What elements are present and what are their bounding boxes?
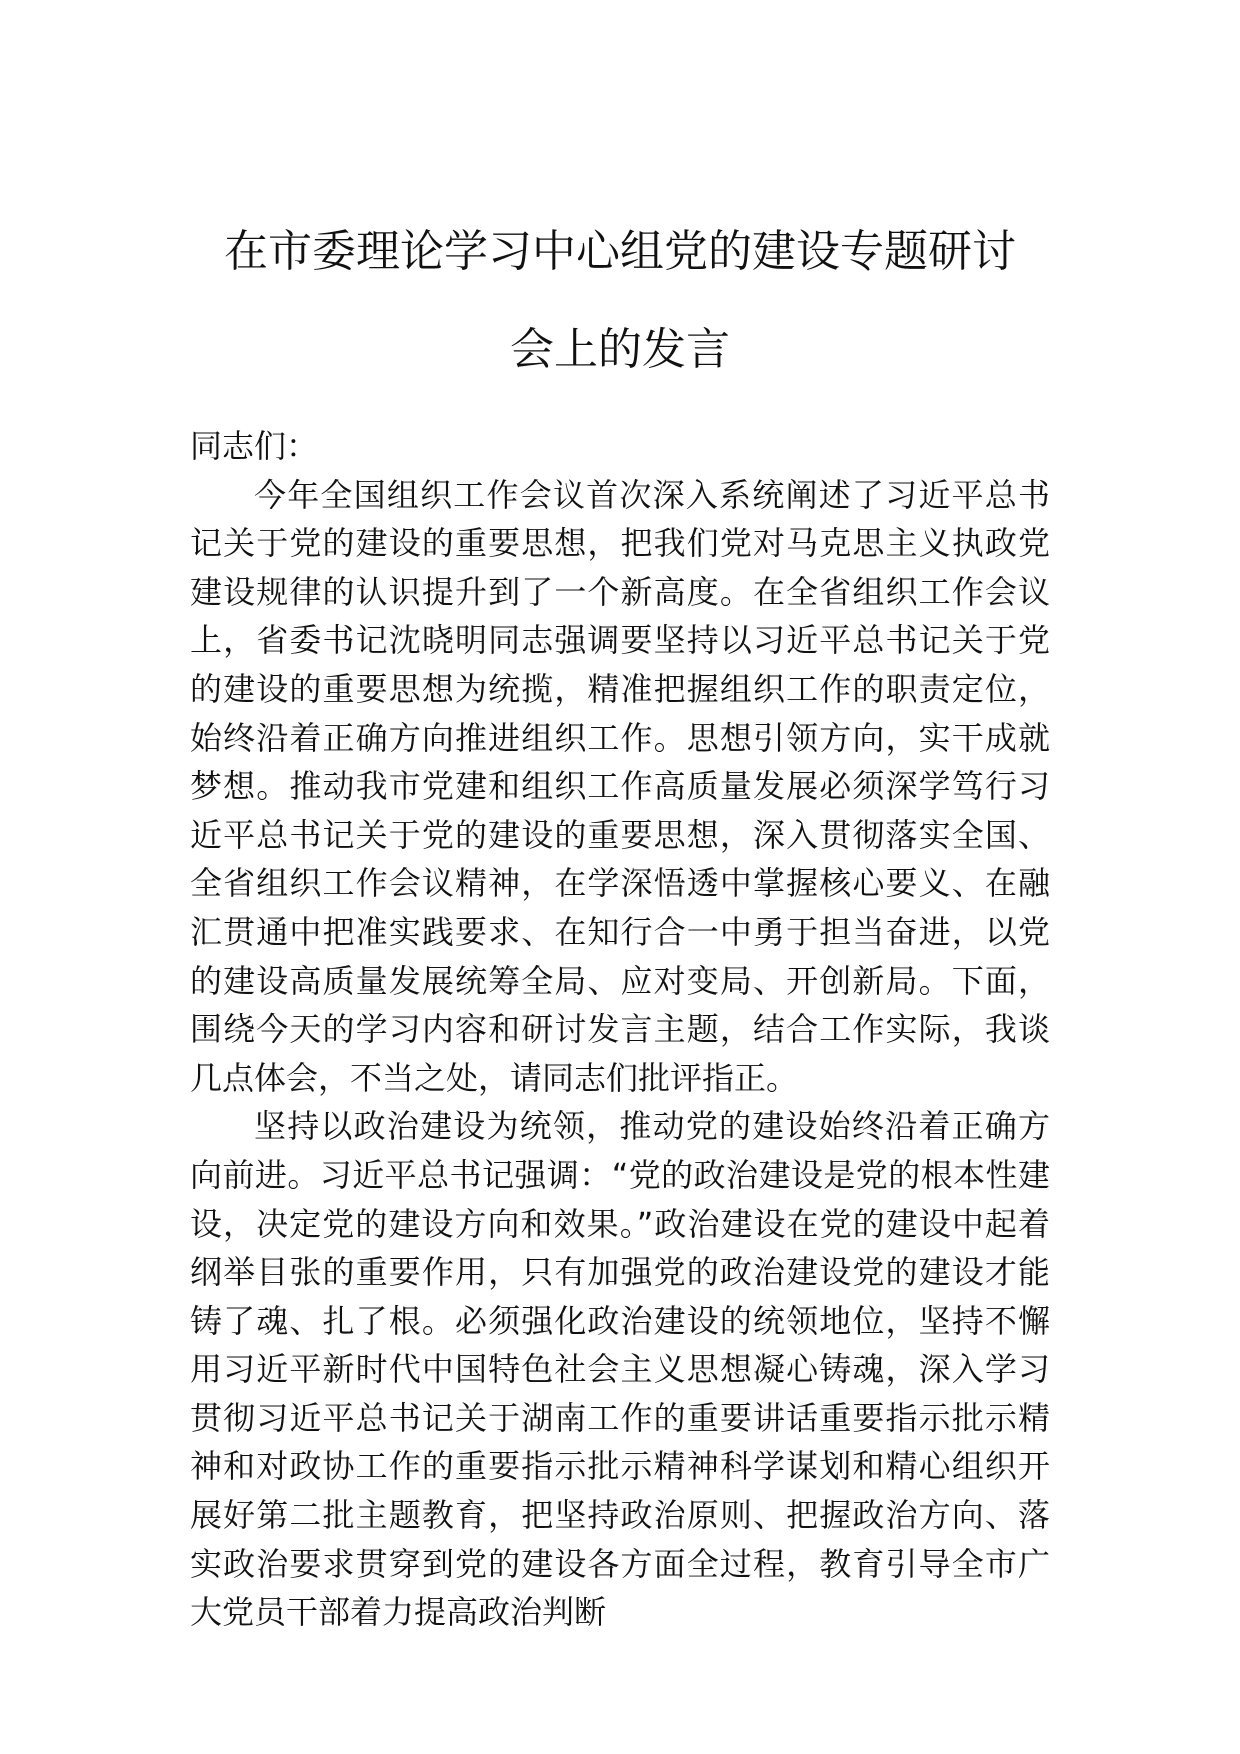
- paragraph-1: 今年全国组织工作会议首次深入系统阐述了习近平总书记关于党的建设的重要思想，把我们党对马克思主义执政党建设规律的认识提升到了一个新高度。在全省组织工作会议上，省委书记沈晓明同志强调要坚持以习近平总书记关于党的建设的重要思想为统揽，精准把握组织工作的职责定位，始终沿着正确方向推进组织工作。思想引领方向，实干成就梦想。推动我市党建和组织工作高质量发展必须深学笃行习近平总书记关于党的建设的重要思想，深入贯彻落实全国、全省组织工作会议精神，在学深悟透中掌握核心要义、在融汇贯通中把准实践要求、在知行合一中勇于担当奋进，以党的建设高质量发展统筹全局、应对变局、开创新局。下面，围绕今天的学习内容和研讨发言主题，结合工作实际，我谈几点体会，不当之处，请同志们批评指正。: [190, 475, 1050, 1097]
- paragraph-2: 坚持以政治建设为统领，推动党的建设始终沿着正确方向前进。习近平总书记强调：“党的政治建设是党的根本性建设，决定党的建设方向和效果。”政治建设在党的建设中起着纲举目张的重要作用，只有加强党的政治建设党的建设才能铸了魂、扎了根。必须强化政治建设的统领地位，坚持不懈用习近平新时代中国特色社会主义思想凝心铸魂，深入学习贯彻习近平总书记关于湖南工作的重要讲话重要指示批示精神和对政协工作的重要指示批示精神科学谋划和精心组织开展好第二批主题教育，把坚持政治原则、把握政治方向、落实政治要求贯穿到党的建设各方面全过程，教育引导全市广大党员干部着力提高政治判断: [190, 1107, 1050, 1632]
- document-body: [190, 422, 1050, 1637]
- title-line-2: 会上的发言: [510, 324, 730, 375]
- title-line-1: 在市委理论学习中心组党的建设专题研讨: [224, 226, 1016, 277]
- document-title: [190, 203, 1050, 399]
- salutation: 同志们：: [190, 427, 319, 465]
